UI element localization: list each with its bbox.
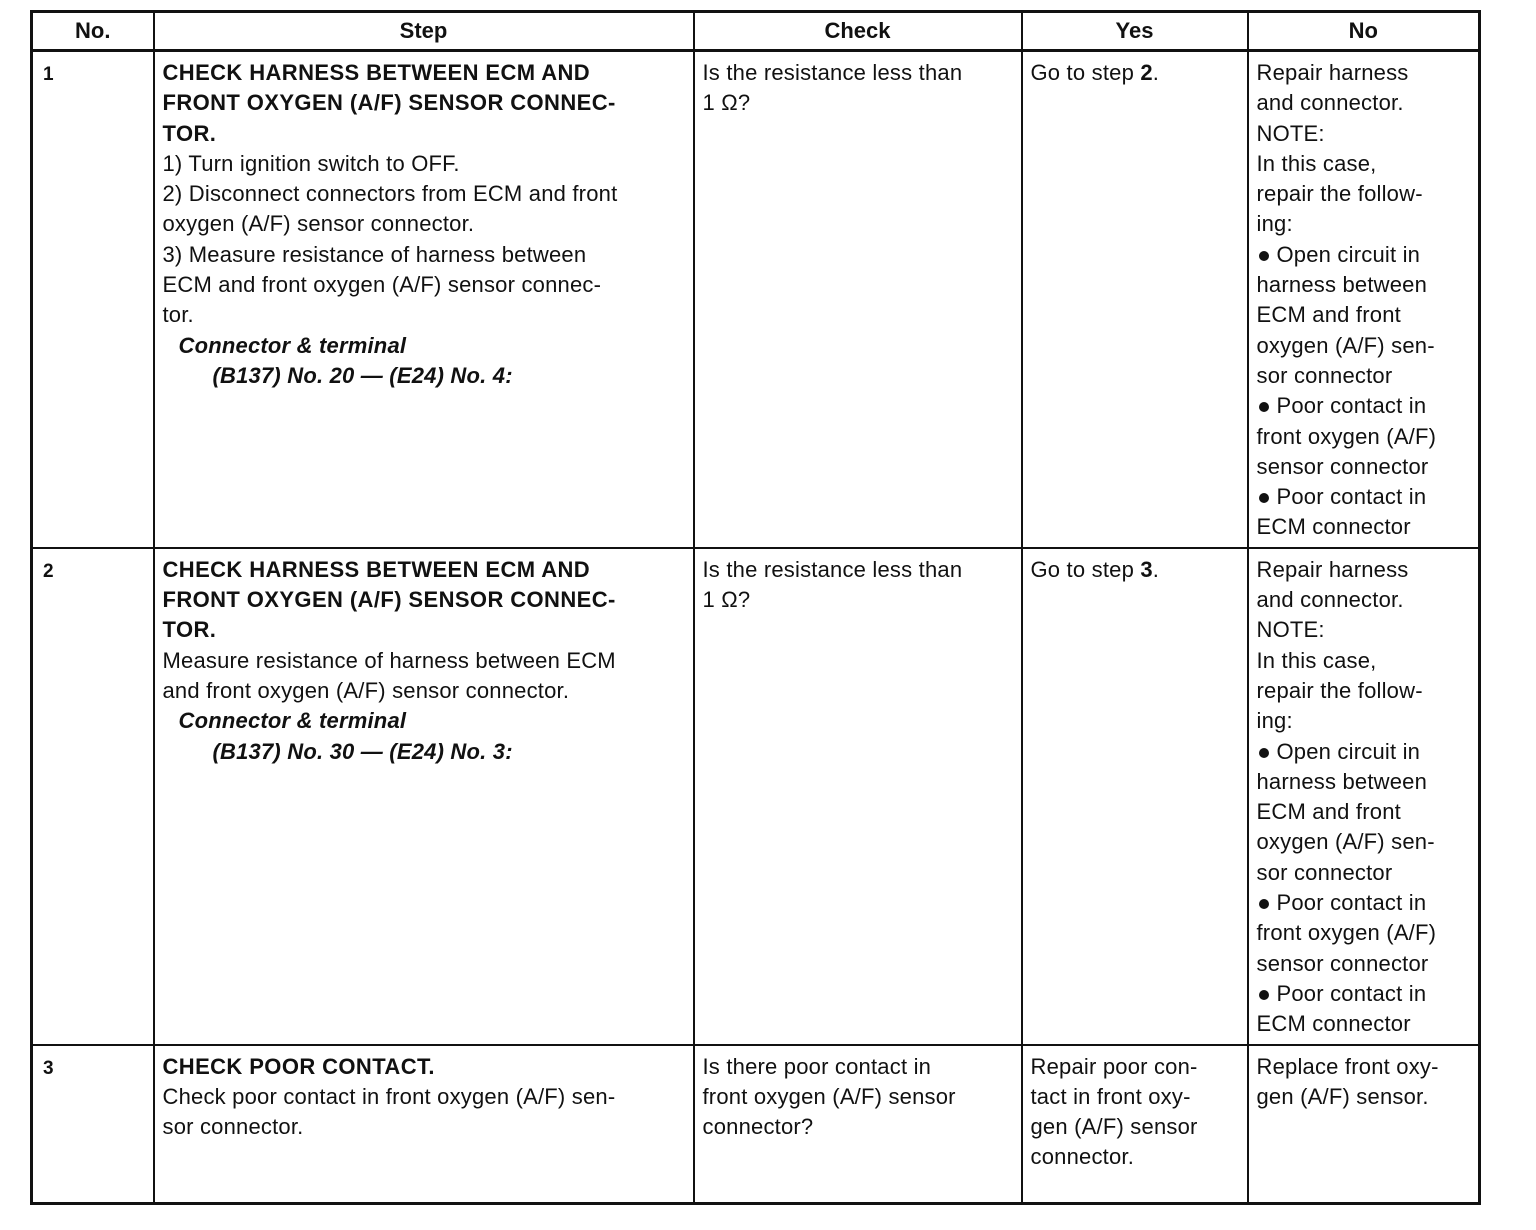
step-title [163, 1052, 685, 1082]
step-cell [154, 548, 694, 1045]
step-instruction: 1) Turn ignition switch to OFF. [162, 150, 460, 176]
bullet-icon [1259, 251, 1269, 261]
header-yes: Yes [1022, 12, 1248, 51]
yes-cell [1022, 1045, 1248, 1204]
yes-step-number: 3 [1140, 556, 1153, 582]
bullet-text: sor connector [1256, 859, 1393, 885]
bullet-item [1257, 737, 1471, 888]
step-title-line: CHECK HARNESS BETWEEN ECM AND [162, 556, 591, 582]
step-title-line: TOR. [162, 617, 217, 643]
no-line: and connector. [1256, 90, 1404, 116]
bullet-text: harness between [1256, 768, 1428, 794]
check-cell [694, 1045, 1022, 1204]
bullet-icon [1259, 493, 1269, 503]
bullet-item [1257, 979, 1471, 1040]
connector-terminal-spec: (B137) No. 20 — (E24) No. 4: [212, 362, 513, 388]
connector-terminal-label: Connector & terminal [178, 332, 407, 358]
no-cell [1248, 548, 1480, 1045]
no-line: Repair harness [1256, 60, 1409, 85]
step-title-line: CHECK HARNESS BETWEEN ECM AND [162, 60, 591, 85]
bullet-text: ECM connector [1256, 514, 1411, 540]
bullet-text: Poor contact in [1276, 484, 1427, 510]
step-instruction: 2) Disconnect connectors from ECM and front [162, 181, 618, 207]
step-instruction: ECM and front oxygen (A/F) sensor connec- [162, 272, 602, 298]
step-cell [154, 51, 694, 548]
note-label: NOTE: [1256, 617, 1325, 643]
no-cell [1248, 51, 1480, 548]
diagnostic-table [30, 10, 1481, 1205]
yes-cell [1022, 548, 1248, 1045]
check-line: 1 Ω? [702, 587, 751, 613]
diagnostic-procedure-sheet [30, 10, 1478, 1205]
step-number-cell [32, 548, 154, 1045]
bullet-text: Open circuit in [1276, 738, 1421, 764]
step-instruction: Measure resistance of harness between ECM [162, 647, 616, 673]
table-row [32, 548, 1480, 1045]
step-cell [154, 1045, 694, 1204]
check-line: Is the resistance less than [702, 556, 963, 582]
bullet-text: oxygen (A/F) sen- [1256, 829, 1435, 855]
yes-step-number: 2 [1140, 60, 1153, 85]
bullet-text: ECM connector [1256, 1011, 1411, 1037]
no-line: Repair harness [1256, 556, 1409, 582]
step-number-cell [32, 51, 154, 548]
bullet-text: Poor contact in [1276, 980, 1427, 1006]
no-line: ing: [1256, 211, 1293, 237]
table-row [32, 1045, 1480, 1204]
yes-suffix: . [1152, 556, 1160, 582]
step-instruction: Check poor contact in front oxygen (A/F) sen- [162, 1083, 616, 1109]
yes-line: gen (A/F) sensor [1030, 1114, 1198, 1140]
step-instruction: tor. [162, 302, 194, 328]
header-step: Step [154, 12, 694, 51]
bullet-text: harness between [1256, 272, 1428, 298]
bullet-text: sensor connector [1256, 453, 1429, 479]
no-line: repair the follow- [1256, 677, 1423, 703]
yes-line: connector. [1030, 1144, 1135, 1170]
step-instruction: 3) Measure resistance of harness between [162, 241, 587, 267]
step-title-line: FRONT OXYGEN (A/F) SENSOR CONNEC- [162, 90, 616, 116]
bullet-icon [1259, 899, 1269, 909]
check-line: connector? [702, 1114, 814, 1140]
no-line: ing: [1256, 708, 1293, 734]
note-label: NOTE: [1256, 120, 1325, 146]
yes-line: Repair poor con- [1030, 1053, 1198, 1079]
yes-action [1023, 52, 1247, 92]
step-title [163, 555, 685, 646]
bullet-item [1257, 391, 1471, 482]
table-row [32, 51, 1480, 548]
step-title-line: TOR. [162, 120, 217, 146]
check-line: 1 Ω? [702, 90, 751, 116]
step-number: 1 [43, 64, 54, 85]
bullet-item [1257, 240, 1471, 391]
bullet-text: sor connector [1256, 362, 1393, 388]
bullet-icon [1259, 990, 1269, 1000]
bullet-icon [1259, 402, 1269, 412]
connector-terminal-label: Connector & terminal [178, 708, 407, 734]
bullet-item [1257, 482, 1471, 543]
no-cell [1248, 1045, 1480, 1204]
header-check: Check [694, 12, 1022, 51]
check-line: Is the resistance less than [702, 60, 963, 85]
connector-terminal-spec: (B137) No. 30 — (E24) No. 3: [212, 738, 513, 764]
bullet-text: Open circuit in [1276, 241, 1421, 267]
step-number: 2 [43, 560, 54, 582]
check-line: front oxygen (A/F) sensor [702, 1083, 956, 1109]
no-line: In this case, [1256, 150, 1377, 176]
bullet-text: Poor contact in [1276, 393, 1427, 419]
check-cell [694, 51, 1022, 548]
yes-prefix: Go to step [1030, 60, 1141, 85]
yes-suffix: . [1152, 60, 1160, 85]
step-instruction: and front oxygen (A/F) sensor connector. [162, 677, 570, 703]
step-number-cell [32, 1045, 154, 1204]
bullet-text: front oxygen (A/F) [1256, 920, 1437, 946]
no-line: repair the follow- [1256, 181, 1423, 207]
no-line: and connector. [1256, 587, 1404, 613]
step-instruction: oxygen (A/F) sensor connector. [162, 211, 475, 237]
bullet-icon [1259, 748, 1269, 758]
yes-prefix: Go to step [1030, 556, 1141, 582]
yes-action [1023, 549, 1247, 589]
bullet-text: ECM and front [1256, 302, 1401, 328]
bullet-text: sensor connector [1256, 950, 1429, 976]
table-header-row [32, 12, 1480, 51]
header-no: No. [32, 12, 154, 51]
no-line: Replace front oxy- [1256, 1053, 1439, 1079]
bullet-item [1257, 888, 1471, 979]
yes-cell [1022, 51, 1248, 548]
step-title [163, 58, 685, 149]
bullet-text: Poor contact in [1276, 890, 1427, 916]
bullet-text: oxygen (A/F) sen- [1256, 332, 1435, 358]
check-cell [694, 548, 1022, 1045]
step-title-line: FRONT OXYGEN (A/F) SENSOR CONNEC- [162, 587, 616, 613]
bullet-text: ECM and front [1256, 799, 1401, 825]
step-number: 3 [43, 1057, 54, 1079]
bullet-text: front oxygen (A/F) [1256, 423, 1437, 449]
check-line: Is there poor contact in [702, 1053, 932, 1079]
header-no-result: No [1248, 12, 1480, 51]
step-instruction: sor connector. [162, 1114, 304, 1140]
no-line: In this case, [1256, 647, 1377, 673]
yes-line: tact in front oxy- [1030, 1083, 1191, 1109]
step-title-line: CHECK POOR CONTACT. [162, 1053, 435, 1079]
no-line: gen (A/F) sensor. [1256, 1083, 1429, 1109]
